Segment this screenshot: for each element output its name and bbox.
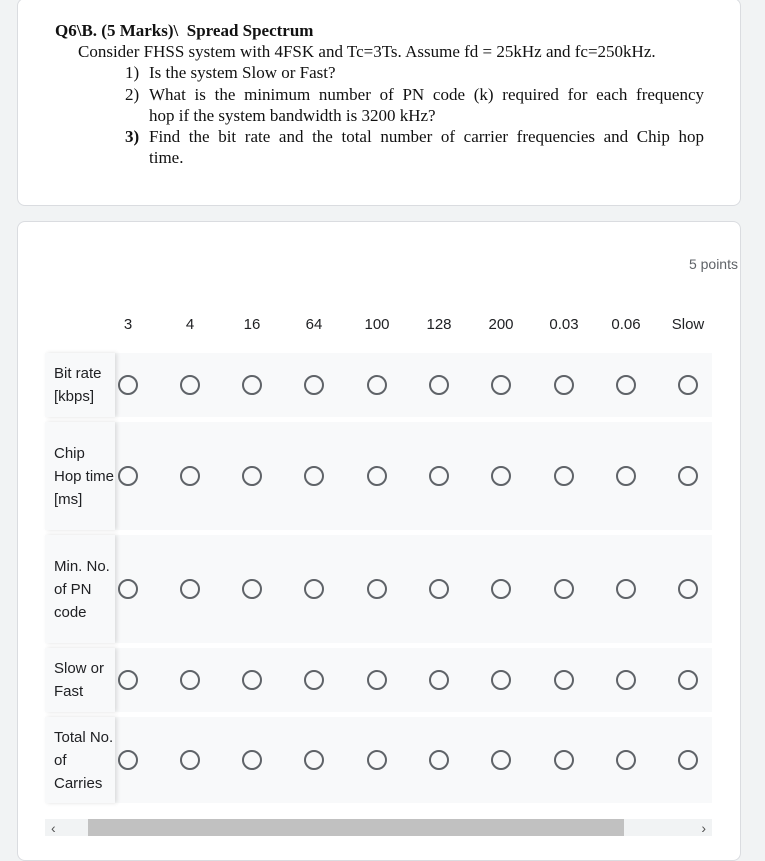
radio-button[interactable] — [429, 670, 449, 690]
grid-row — [45, 422, 712, 530]
radio-button[interactable] — [118, 579, 138, 599]
radio-button[interactable] — [554, 466, 574, 486]
radio-button[interactable] — [554, 750, 574, 770]
radio-button[interactable] — [429, 750, 449, 770]
column-header: 3 — [123, 316, 133, 333]
radio-button[interactable] — [180, 466, 200, 486]
radio-button[interactable] — [616, 579, 636, 599]
grid-row — [45, 648, 712, 712]
radio-button[interactable] — [616, 670, 636, 690]
radio-button[interactable] — [616, 466, 636, 486]
radio-button[interactable] — [304, 579, 324, 599]
points-label: 5 points — [688, 256, 738, 272]
row-label-text: Min. No. of PN code — [54, 557, 110, 621]
radio-button[interactable] — [491, 579, 511, 599]
radio-button[interactable] — [678, 466, 698, 486]
column-header: Slow — [671, 316, 705, 333]
grid-row — [45, 535, 712, 643]
radio-button[interactable] — [242, 750, 262, 770]
item1-number: 1) — [125, 63, 140, 82]
radio-button[interactable] — [367, 579, 387, 599]
radio-button[interactable] — [304, 750, 324, 770]
column-header: 100 — [364, 316, 390, 333]
column-header: 4 — [185, 316, 195, 333]
row-label-text: Bit rate [kbps] — [54, 365, 102, 405]
radio-button[interactable] — [616, 750, 636, 770]
radio-button[interactable] — [616, 375, 636, 395]
radio-button[interactable] — [429, 466, 449, 486]
column-header: 128 — [426, 316, 452, 333]
radio-button[interactable] — [678, 579, 698, 599]
item1-text: Is the system Slow or Fast? — [149, 63, 336, 82]
chevron-left-icon[interactable]: ‹ — [51, 820, 56, 836]
radio-button[interactable] — [678, 375, 698, 395]
question-title: Q6\B. (5 Marks)\ Spread Spectrum — [55, 21, 314, 40]
radio-button[interactable] — [554, 579, 574, 599]
item2-text-cont: hop if the system bandwidth is 3200 kHz? — [149, 106, 436, 125]
chevron-right-icon[interactable]: › — [701, 820, 706, 836]
radio-button[interactable] — [242, 670, 262, 690]
row-label — [45, 648, 115, 712]
row-label-text: Chip Hop time [ms] — [54, 444, 115, 508]
radio-button[interactable] — [554, 375, 574, 395]
radio-button[interactable] — [180, 579, 200, 599]
radio-button[interactable] — [118, 466, 138, 486]
row-label — [45, 422, 115, 530]
column-header: 16 — [243, 316, 261, 333]
radio-button[interactable] — [554, 670, 574, 690]
item3-text: Find the bit rate and the total number of carrier frequencies and Chip hop — [149, 127, 704, 146]
radio-button[interactable] — [118, 750, 138, 770]
radio-button[interactable] — [367, 466, 387, 486]
item2-text: What is the minimum number of PN code (k) required for each frequency — [149, 85, 704, 104]
question-line1: Consider FHSS system with 4FSK and Tc=3Ts. Assume fd = 25kHz and fc=250kHz. — [78, 42, 656, 61]
radio-button[interactable] — [304, 670, 324, 690]
radio-button[interactable] — [180, 750, 200, 770]
radio-button[interactable] — [242, 466, 262, 486]
radio-button[interactable] — [118, 375, 138, 395]
column-header: 0.06 — [611, 316, 641, 333]
radio-button[interactable] — [367, 750, 387, 770]
item3-number: 3) — [125, 127, 140, 146]
radio-button[interactable] — [367, 670, 387, 690]
radio-button[interactable] — [304, 375, 324, 395]
radio-button[interactable] — [242, 375, 262, 395]
radio-button[interactable] — [429, 579, 449, 599]
radio-button[interactable] — [491, 750, 511, 770]
radio-button[interactable] — [678, 750, 698, 770]
radio-button[interactable] — [304, 466, 324, 486]
row-label-text: Total No. of Carries — [54, 728, 114, 792]
radio-button[interactable] — [367, 375, 387, 395]
row-label — [45, 535, 115, 643]
row-label — [45, 353, 115, 417]
radio-button[interactable] — [429, 375, 449, 395]
radio-button[interactable] — [180, 670, 200, 690]
radio-button[interactable] — [180, 375, 200, 395]
radio-button[interactable] — [242, 579, 262, 599]
grid-row — [45, 717, 712, 803]
item2-number: 2) — [125, 85, 140, 104]
radio-button[interactable] — [678, 670, 698, 690]
row-label-text: Slow or Fast — [54, 660, 105, 700]
column-header: 64 — [305, 316, 323, 333]
radio-button[interactable] — [118, 670, 138, 690]
radio-button[interactable] — [491, 670, 511, 690]
item3-text-cont: time. — [149, 148, 184, 167]
row-label — [45, 717, 115, 803]
column-header: 0.03 — [549, 316, 579, 333]
scrollbar-thumb[interactable] — [88, 819, 624, 836]
column-header: 200 — [488, 316, 514, 333]
horizontal-scrollbar[interactable] — [45, 819, 712, 836]
radio-button[interactable] — [491, 375, 511, 395]
grid-row — [45, 353, 712, 417]
radio-button[interactable] — [491, 466, 511, 486]
